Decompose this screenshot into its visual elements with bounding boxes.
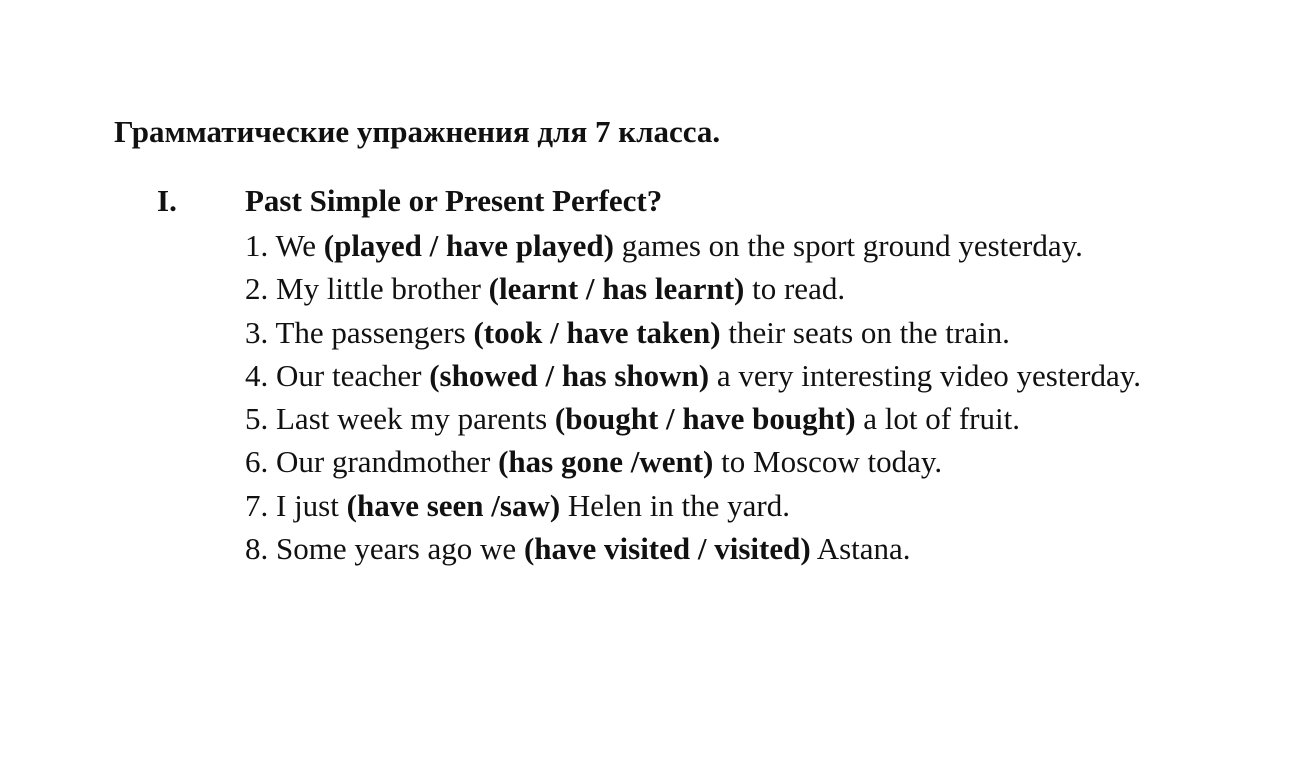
item-options: (has gone /went)	[498, 444, 714, 480]
document-title: Грамматические упражнения для 7 класса.	[114, 114, 721, 149]
section-heading: Past Simple or Present Perfect?	[245, 183, 663, 218]
exercise-item	[245, 224, 1141, 267]
item-text-before: The passengers	[275, 314, 474, 350]
exercise-item	[245, 267, 1141, 310]
exercise-item	[245, 397, 1141, 440]
exercise-list	[245, 224, 1141, 570]
item-text-before: Our grandmother	[276, 444, 499, 480]
exercise-item	[245, 484, 1141, 527]
item-text-before: Some years ago we	[276, 531, 524, 567]
exercise-item	[245, 440, 1141, 483]
item-text-before: My little brother	[276, 271, 489, 307]
item-text-after: a lot of fruit.	[855, 401, 1020, 437]
item-number: 4.	[245, 357, 269, 393]
section-numeral: I.	[157, 183, 177, 218]
item-number: 7.	[245, 487, 269, 523]
item-options: (took / have taken)	[473, 314, 721, 350]
item-number: 2.	[245, 271, 269, 307]
item-text-before: We	[275, 228, 324, 263]
item-text-after: to read.	[744, 271, 846, 307]
item-options: (played / have played)	[323, 228, 614, 263]
item-options: (bought / have bought)	[554, 401, 856, 437]
item-options: (have visited / visited)	[523, 531, 811, 567]
item-options: (showed / has shown)	[429, 357, 710, 393]
item-number: 8.	[245, 531, 269, 567]
item-text-after: their seats on the train.	[720, 314, 1010, 350]
exercise-item	[245, 354, 1141, 397]
item-number: 5.	[245, 401, 269, 437]
exercise-item	[245, 311, 1141, 354]
item-text-after: to Moscow today.	[713, 444, 943, 480]
item-number: 1.	[245, 228, 269, 263]
item-text-before: Our teacher	[276, 357, 430, 393]
item-text-after: games on the sport ground yesterday.	[613, 228, 1083, 263]
item-text-after: a very interesting video yesterday.	[709, 357, 1141, 393]
item-text-after: Astana.	[810, 531, 911, 567]
item-number: 3.	[245, 314, 269, 350]
item-number: 6.	[245, 444, 269, 480]
item-options: (have seen /saw)	[346, 487, 561, 523]
item-options: (learnt / has learnt)	[488, 271, 745, 307]
exercise-item	[245, 527, 1141, 570]
item-text-after: Helen in the yard.	[560, 487, 791, 523]
item-text-before: Last week my parents	[276, 401, 555, 437]
item-text-before: I just	[276, 487, 347, 523]
